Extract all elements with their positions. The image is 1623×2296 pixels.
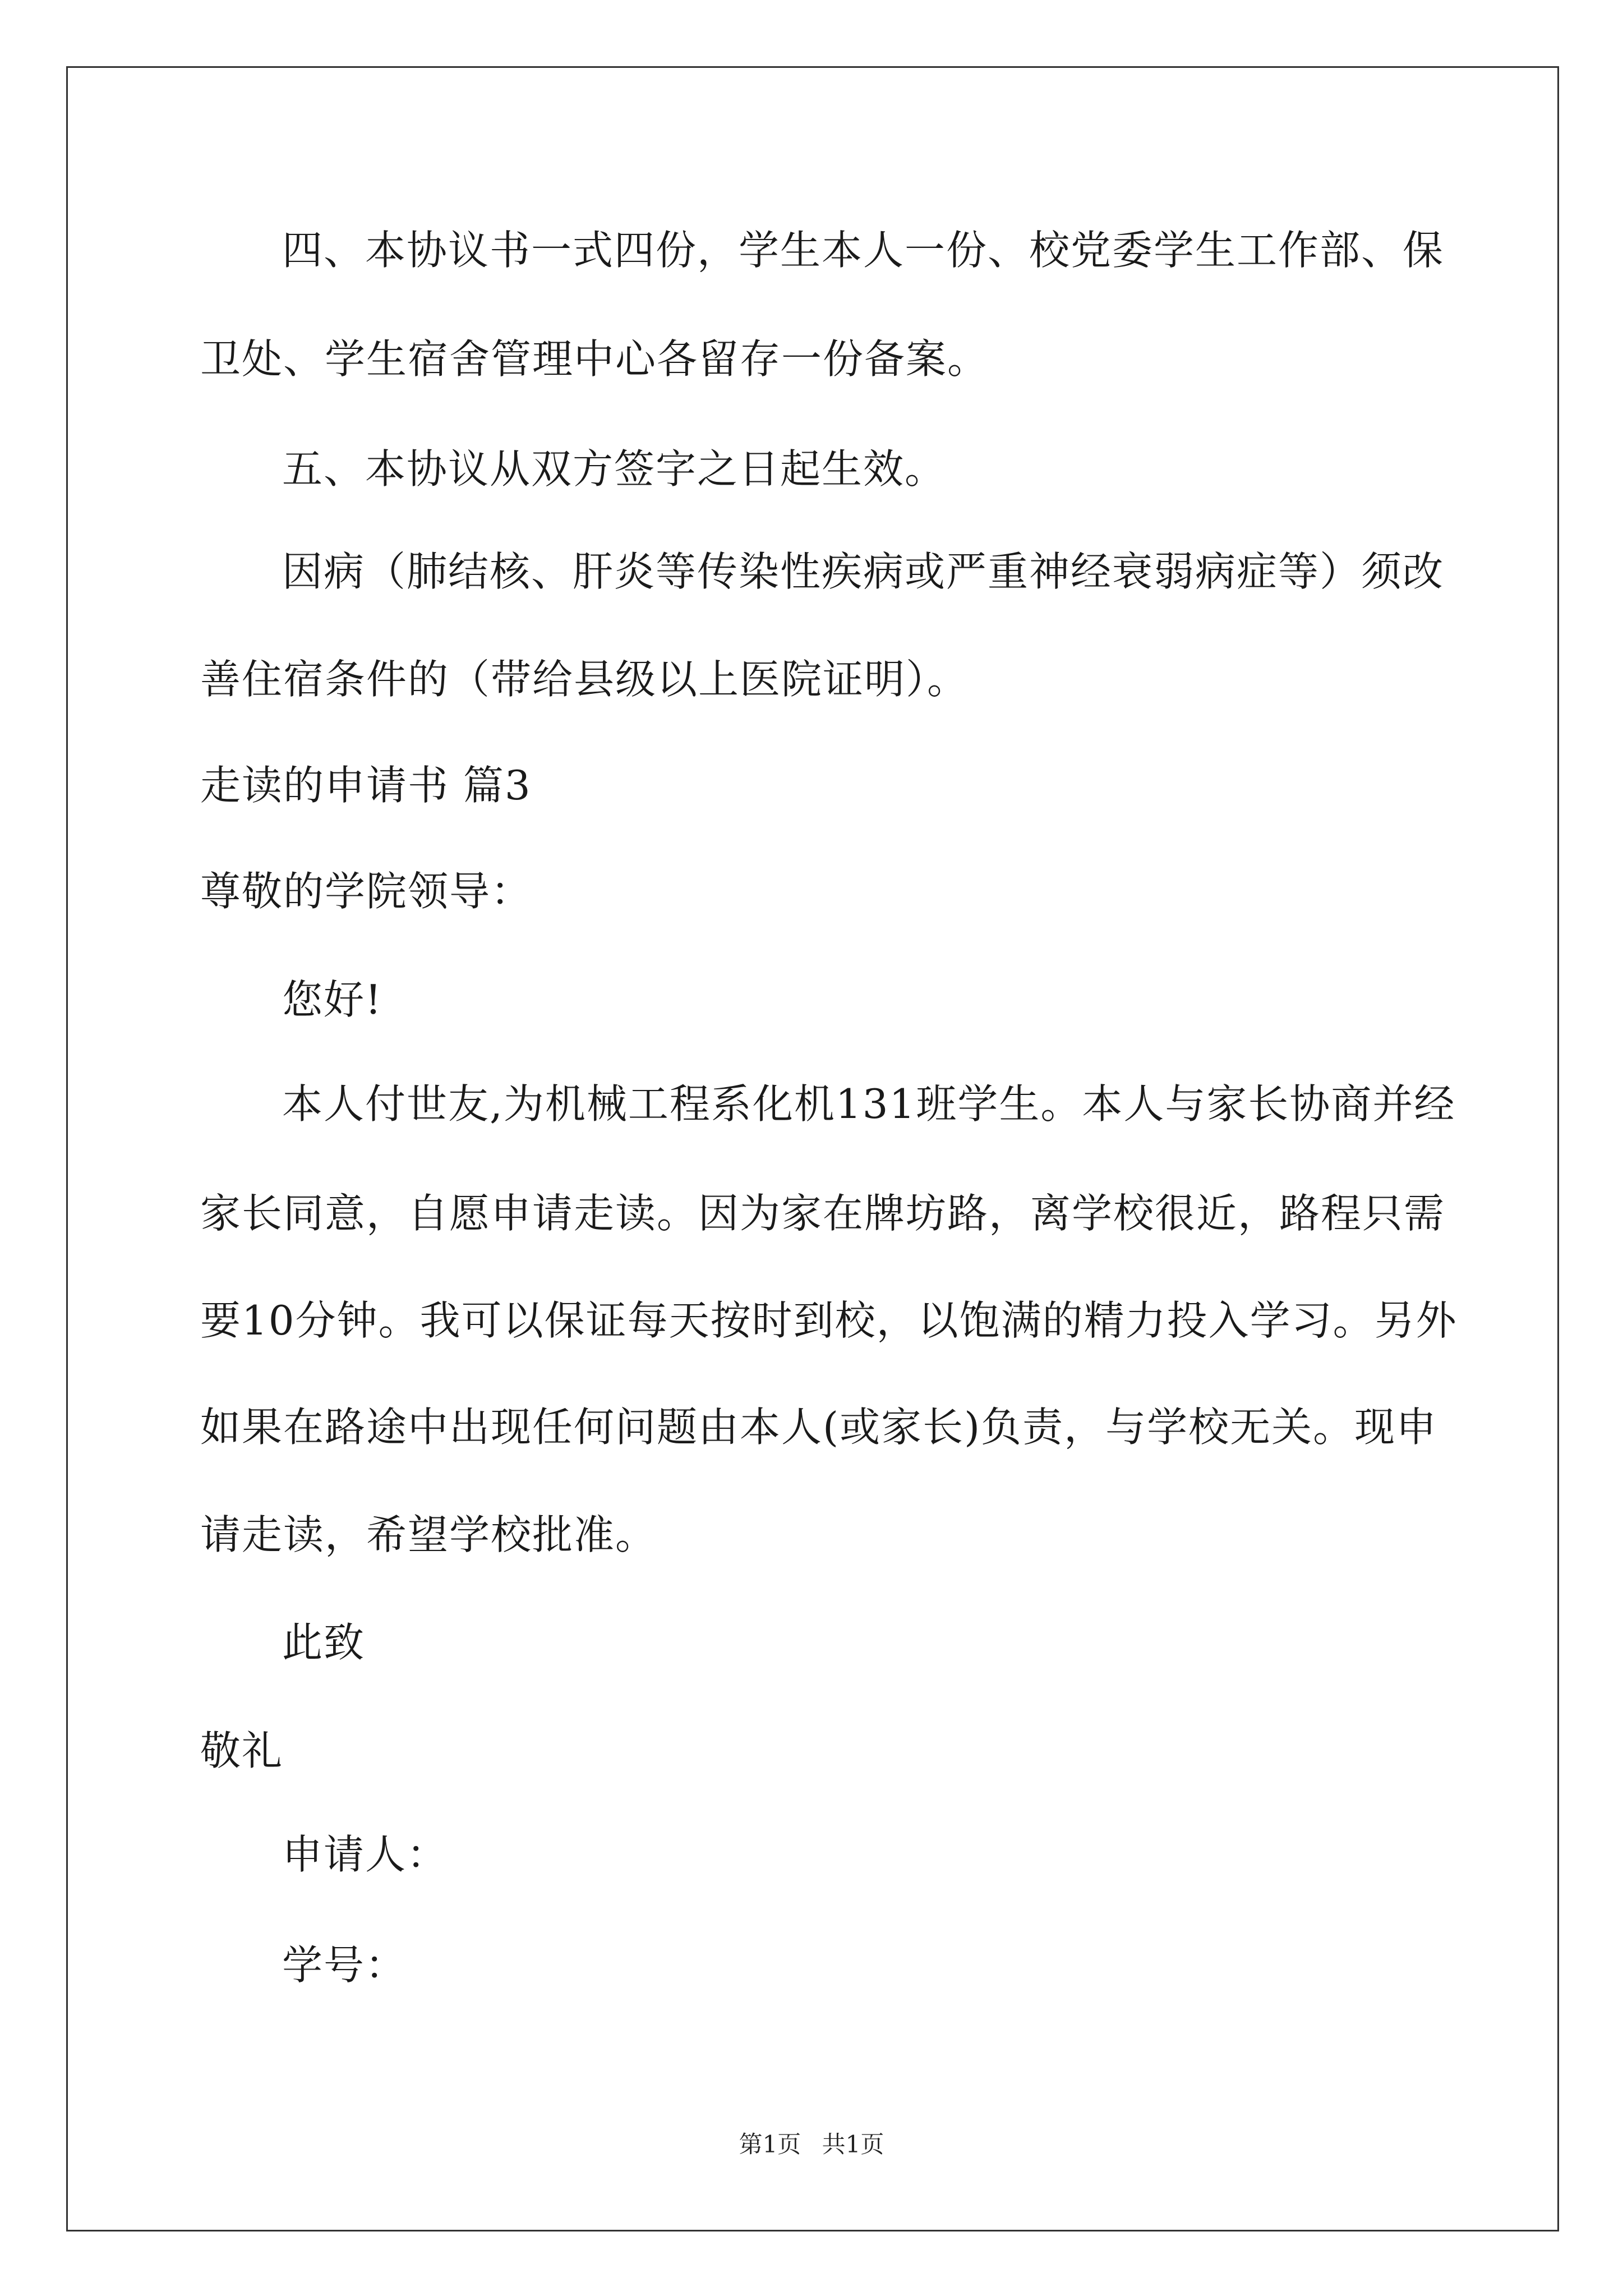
text-line: 如果在路途中出现任何问题由本人(或家长)负责，与学校无关。现申 [200, 1404, 1438, 1451]
text-line: 因病（肺结核、肝炎等传染性疾病或严重神经衰弱病症等）须改 [282, 548, 1445, 595]
text-line: 四、本协议书一式四份，学生本人一份、校党委学生工作部、保 [282, 227, 1445, 274]
text-line: 本人付世友,为机械工程系化机131班学生。本人与家长协商并经 [282, 1080, 1456, 1128]
text-line: 要10分钟。我可以保证每天按时到校，以饱满的精力投入学习。另外 [200, 1297, 1458, 1344]
section-heading: 走读的申请书 篇3 [200, 762, 532, 809]
page-number-current: 第1页 [739, 2131, 801, 2158]
text-line: 卫处、学生宿舍管理中心各留存一份备案。 [200, 335, 989, 383]
closing-regards: 敬礼 [200, 1727, 284, 1774]
closing: 此致 [282, 1619, 366, 1666]
text-line: 善住宿条件的（带给县级以上医院证明）。 [200, 656, 969, 703]
salutation: 尊敬的学院领导： [200, 868, 533, 915]
applicant-label: 申请人： [282, 1831, 449, 1878]
student-id-label: 学号： [282, 1941, 407, 1989]
page-number-total: 共1页 [822, 2131, 884, 2158]
page-border [66, 66, 1559, 2231]
greeting: 您好! [282, 976, 382, 1023]
text-line: 五、本协议从双方签字之日起生效。 [282, 445, 947, 493]
text-line: 请走读，希望学校批准。 [200, 1511, 657, 1558]
page-footer [0, 2133, 1623, 2156]
text-line: 家长同意，自愿申请走读。因为家在牌坊路，离学校很近，路程只需 [200, 1190, 1446, 1237]
